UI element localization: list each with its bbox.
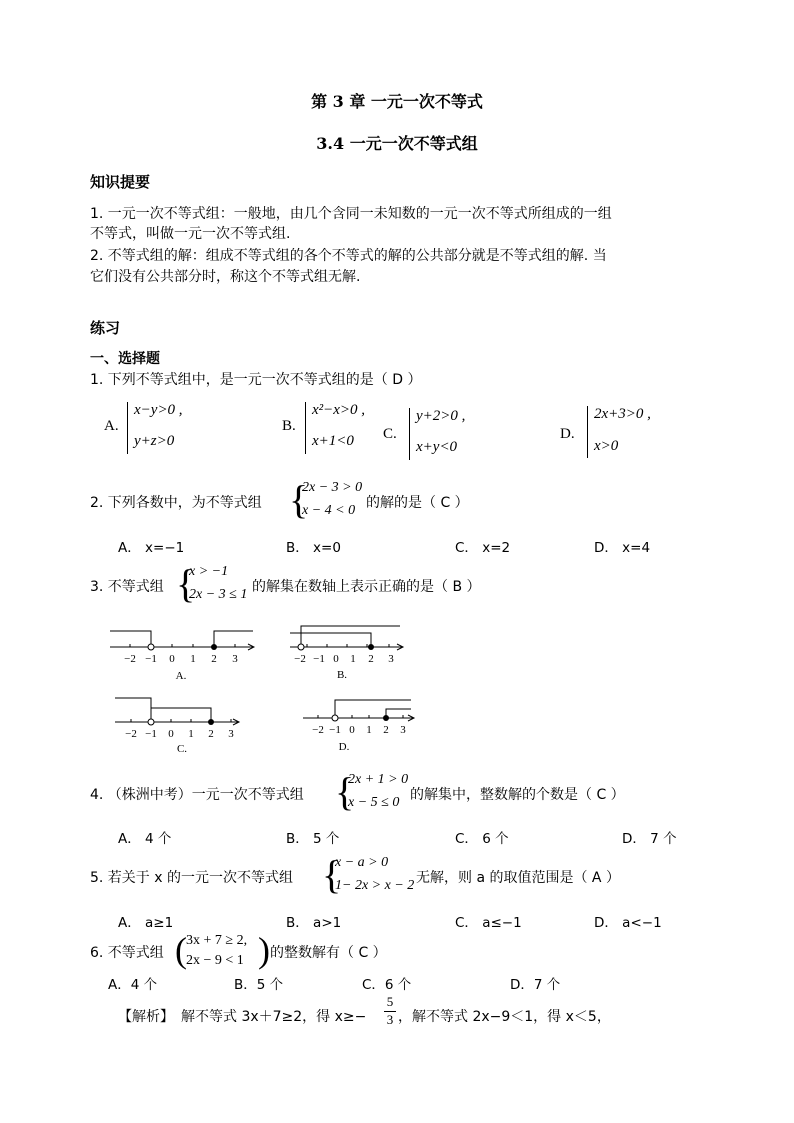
open-point — [148, 719, 154, 725]
q3-system-bottom: 2x − 3 ≤ 1 — [189, 587, 248, 602]
q4-system-bottom: x − 5 ≤ 0 — [348, 795, 400, 810]
closed-point — [383, 715, 389, 721]
q3-prefix: 3. 不等式组 — [90, 579, 164, 595]
q1-option-a-bottom: y+z>0 — [134, 433, 175, 449]
q1-option-b-brace — [305, 402, 306, 454]
tick-label: 0 — [168, 728, 174, 740]
q4-option-b: B． 5 个 — [286, 831, 340, 847]
tick-label: −1 — [145, 728, 157, 740]
q3-brace: { — [176, 561, 196, 606]
tick-label: 2 — [383, 724, 389, 736]
q5-option-b: B． a>1 — [286, 915, 342, 931]
q1-option-a-label: A. — [104, 418, 119, 434]
tick-label: 1 — [350, 653, 356, 665]
q5-option-a: A． a≥1 — [118, 915, 174, 931]
q1-stem: 1. 下列不等式组中，是一元一次不等式组的是（ D ） — [90, 372, 422, 388]
q6-analysis-part-2: ，解不等式 2x−9＜1，得 x＜5， — [398, 1009, 611, 1025]
tick-label: 1 — [188, 728, 194, 740]
closed-point — [368, 644, 374, 650]
number-line-label: D. — [338, 741, 350, 753]
q4-system-top: 2x + 1 > 0 — [348, 772, 409, 787]
q1-option-b-label: B. — [282, 418, 296, 434]
tick-label: −2 — [125, 728, 137, 740]
number-line-label: A. — [175, 670, 187, 682]
number-line-b — [280, 622, 440, 684]
knowledge-item-1-line-1: 1. 一元一次不等式组：一般地，由几个含同一未知数的一元一次不等式所组成的一组 — [90, 206, 612, 222]
q2-option-c: C． x=2 — [455, 540, 511, 556]
ray-right-2 — [386, 709, 411, 718]
q1-option-a-top: x−y>0 , — [134, 402, 183, 418]
tick-label: 2 — [208, 728, 214, 740]
q6-analysis-fraction — [384, 994, 396, 1028]
q4-option-d: D． 7 个 — [622, 831, 677, 847]
closed-point — [208, 719, 214, 725]
knowledge-item-2-line-1: 2. 不等式组的解：组成不等式组的各个不等式的解的公共部分就是不等式组的解. 当 — [90, 248, 607, 264]
q2-option-a: A． x=−1 — [118, 540, 185, 556]
q1-option-c-label: C. — [383, 426, 397, 442]
tick-label: −1 — [145, 653, 157, 665]
q6-system-bottom: 2x − 9 < 1 — [186, 953, 244, 968]
q1-option-c-top: y+2>0 , — [416, 408, 466, 424]
q1-option-d-top: 2x+3>0 , — [594, 406, 651, 422]
q3-suffix: 的解集在数轴上表示正确的是（ B ） — [252, 579, 481, 595]
q1-option-d-bottom: x>0 — [594, 438, 619, 454]
q6-analysis-tag: 【解析】 — [118, 1009, 174, 1025]
q6-suffix: 的整数解有（ C ） — [270, 945, 387, 961]
q1-option-a-brace — [127, 402, 128, 454]
tick-label: 0 — [169, 653, 175, 665]
knowledge-heading: 知识提要 — [90, 173, 151, 191]
chapter-title: 第 3 章 一元一次不等式 — [311, 92, 483, 111]
q2-option-b: B． x=0 — [286, 540, 341, 556]
ray-right — [301, 626, 400, 647]
q5-option-c: C． a≤−1 — [455, 915, 522, 931]
tick-label: −2 — [294, 653, 306, 665]
open-point — [148, 644, 154, 650]
tick-label: 3 — [232, 653, 238, 665]
tick-label: 3 — [388, 653, 394, 665]
tick-label: 2 — [368, 653, 374, 665]
q6-brace: ( — [175, 930, 187, 970]
tick-label: 0 — [349, 724, 355, 736]
q1-option-c-bottom: x+y<0 — [416, 439, 458, 455]
ray-left — [115, 698, 151, 722]
tick-label: 1 — [366, 724, 372, 736]
q1-option-d-label: D. — [560, 426, 575, 442]
q6-analysis-part-1: 解不等式 3x＋7≥2，得 x≥− — [181, 1009, 367, 1025]
q2-brace: { — [289, 477, 309, 522]
q6-option-a: A．4 个 — [108, 977, 158, 993]
tick-label: −1 — [313, 653, 325, 665]
practice-subheading: 一、选择题 — [90, 351, 160, 367]
knowledge-item-1-line-2: 不等式，叫做一元一次不等式组. — [90, 226, 291, 242]
tick-label: −1 — [329, 724, 341, 736]
q5-brace: { — [322, 852, 342, 897]
number-line-label: B. — [336, 669, 348, 681]
q1-option-d-brace — [587, 406, 588, 458]
ray-right — [151, 708, 211, 722]
q6-option-c: C．6 个 — [362, 977, 412, 993]
q2-prefix: 2. 下列各数中，为不等式组 — [90, 495, 262, 511]
practice-heading: 练习 — [90, 319, 121, 337]
tick-label: −2 — [124, 653, 136, 665]
ray-right — [214, 631, 253, 647]
q2-system-bottom: x − 4 < 0 — [302, 503, 356, 518]
closed-point — [211, 644, 217, 650]
q1-option-b-top: x²−x>0 , — [312, 402, 366, 418]
tick-label: 0 — [333, 653, 339, 665]
q5-system-top: x − a > 0 — [335, 855, 389, 870]
q4-brace: { — [335, 769, 355, 814]
number-line-a — [105, 625, 265, 685]
q5-option-d: D． a<−1 — [594, 915, 662, 931]
section-title: 3.4 一元一次不等式组 — [316, 134, 478, 153]
q1-option-b-bottom: x+1<0 — [312, 433, 354, 449]
tick-label: 3 — [228, 728, 234, 740]
q6-system-top: 3x + 7 ≥ 2, — [186, 933, 248, 948]
q2-system-top: 2x − 3 > 0 — [302, 480, 363, 495]
open-point — [298, 644, 304, 650]
fraction-numerator: 5 — [386, 994, 394, 1009]
tick-label: 2 — [211, 653, 217, 665]
q3-system-top: x > −1 — [189, 564, 229, 579]
q1-option-c-brace — [409, 408, 410, 460]
q6-option-d: D．7 个 — [510, 977, 561, 993]
q5-prefix: 5. 若关于 x 的一元一次不等式组 — [90, 870, 293, 886]
q4-prefix: 4. （株洲中考）一元一次不等式组 — [90, 787, 304, 803]
q2-suffix: 的解的是（ C ） — [366, 495, 469, 511]
number-line-label: C. — [176, 743, 188, 754]
q4-option-c: C． 6 个 — [455, 831, 509, 847]
q6-brace-right: ) — [258, 930, 270, 970]
number-line-d — [298, 692, 428, 754]
q2-option-d: D． x=4 — [594, 540, 651, 556]
q5-system-bottom: 1− 2x > x − 2 — [335, 878, 415, 893]
tick-label: −2 — [312, 724, 324, 736]
knowledge-item-2-line-2: 它们没有公共部分时，称这个不等式组无解. — [90, 269, 361, 285]
q6-option-b: B．5 个 — [234, 977, 284, 993]
q4-option-a: A． 4 个 — [118, 831, 172, 847]
tick-label: 1 — [190, 653, 196, 665]
fraction-denominator: 3 — [384, 1011, 396, 1028]
q4-suffix: 的解集中，整数解的个数是（ C ） — [410, 787, 625, 803]
number-line-c — [110, 692, 250, 754]
axis — [110, 631, 254, 650]
q5-suffix: 无解，则 a 的取值范围是（ A ） — [416, 870, 620, 886]
open-point — [332, 715, 338, 721]
tick-label: 3 — [400, 724, 406, 736]
q6-prefix: 6. 不等式组 — [90, 945, 164, 961]
